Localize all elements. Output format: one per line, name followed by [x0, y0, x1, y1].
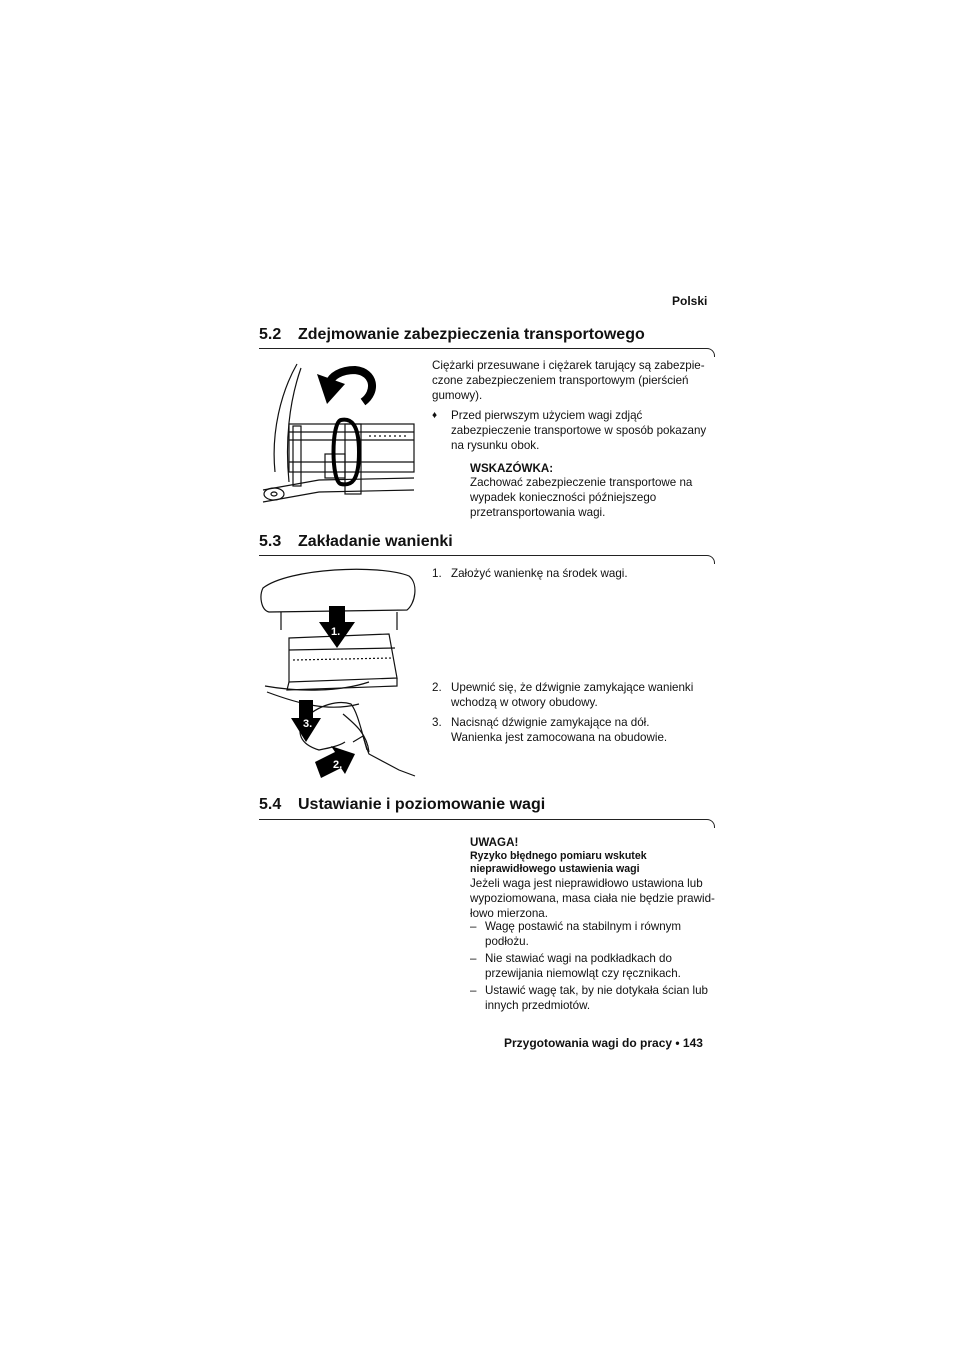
list-item: [470, 919, 681, 949]
text-line: łowo mierzona.: [470, 907, 548, 920]
step-number: 3.: [432, 716, 442, 729]
text-line: Przed pierwszym użyciem wagi zdjąć: [451, 409, 643, 422]
text-line: Nacisnąć dźwignie zamykające na dół.: [451, 716, 650, 729]
section-rule: [259, 348, 707, 349]
section-number: 5.4: [259, 796, 282, 813]
step-2: [432, 680, 693, 710]
arrow-label-2: 2.: [333, 759, 343, 771]
text-line: podłożu.: [485, 935, 529, 948]
text-line: Wagę postawić na stabilnym i równym: [485, 920, 682, 933]
text-line: innych przedmiotów.: [485, 999, 591, 1012]
step-1: [432, 566, 628, 581]
section-rule: [259, 555, 707, 556]
text-line: wypadek konieczności późniejszego: [470, 491, 657, 504]
note-text: [470, 475, 692, 520]
step-number: 2.: [432, 681, 442, 694]
text-line: Jeżeli waga jest nieprawidłowo ustawiona lub: [470, 877, 703, 890]
transport-lock-illustration: [259, 362, 419, 512]
text-line: Ryzyko błędnego pomiaru wskutek: [470, 850, 647, 862]
text-line: Nie stawiać wagi na podkładkach do: [485, 952, 672, 965]
arrow-label-3: 3.: [303, 718, 313, 730]
text-line: nieprawidłowego ustawienia wagi: [470, 863, 640, 875]
section-5-2-intro: [432, 358, 705, 403]
text-line: przewijania niemowląt czy ręcznikach.: [485, 967, 681, 980]
diamond-bullet-icon: ♦: [432, 410, 438, 421]
list-item: [470, 951, 681, 981]
dash-bullet-icon: –: [470, 984, 477, 997]
language-label: Polski: [672, 294, 708, 308]
warning-title: UWAGA!: [470, 836, 519, 849]
section-number: 5.3: [259, 533, 282, 550]
warning-subtitle: [470, 850, 647, 876]
text-line: Wanienka jest zamocowana na obudowie.: [451, 731, 668, 744]
section-rule-end: [706, 819, 715, 828]
text-line: gumowy).: [432, 389, 483, 402]
text-line: wchodzą w otwory obudowy.: [451, 696, 598, 709]
text-line: Upewnić się, że dźwignie zamykające wanienki: [451, 681, 694, 694]
text-line: na rysunku obok.: [451, 439, 540, 452]
section-number: 5.2: [259, 326, 282, 343]
step-text: Założyć wanienkę na środek wagi.: [451, 567, 628, 580]
note-title: WSKAZÓWKA:: [470, 462, 554, 475]
section-title: Ustawianie i poziomowanie wagi: [298, 796, 546, 813]
dash-bullet-icon: –: [470, 952, 477, 965]
section-title: Zdejmowanie zabezpieczenia transportowego: [298, 326, 645, 343]
section-rule: [259, 819, 707, 820]
section-title: Zakładanie wanienki: [298, 533, 453, 550]
warning-text: [470, 876, 715, 921]
text-line: Ciężarki przesuwane i ciężarek tarujący są zabezpie-: [432, 359, 705, 372]
text-line: wypoziomowana, masa ciała nie będzie prawid-: [470, 892, 715, 905]
section-rule-end: [706, 555, 715, 564]
tub-mounting-illustration: [259, 564, 417, 779]
list-item: [470, 983, 708, 1013]
text-line: zabezpieczenie transportowe w sposób pokazany: [451, 424, 707, 437]
section-5-2-instruction: [451, 408, 706, 453]
text-line: czone zabezpieczeniem transportowym (pierścień: [432, 374, 689, 387]
section-5-3-heading: [259, 533, 453, 551]
section-5-2-heading: [259, 326, 645, 344]
step-number: 1.: [432, 567, 442, 580]
dash-bullet-icon: –: [470, 920, 477, 933]
section-5-4-heading: [259, 796, 545, 814]
step-3: [432, 715, 667, 745]
page-footer: Przygotowania wagi do pracy • 143: [504, 1036, 703, 1050]
section-rule-end: [706, 348, 715, 357]
text-line: przetransportowania wagi.: [470, 506, 606, 519]
text-line: Zachować zabezpieczenie transportowe na: [470, 476, 693, 489]
arrow-label-1: 1.: [331, 626, 341, 638]
text-line: Ustawić wagę tak, by nie dotykała ścian lub: [485, 984, 708, 997]
